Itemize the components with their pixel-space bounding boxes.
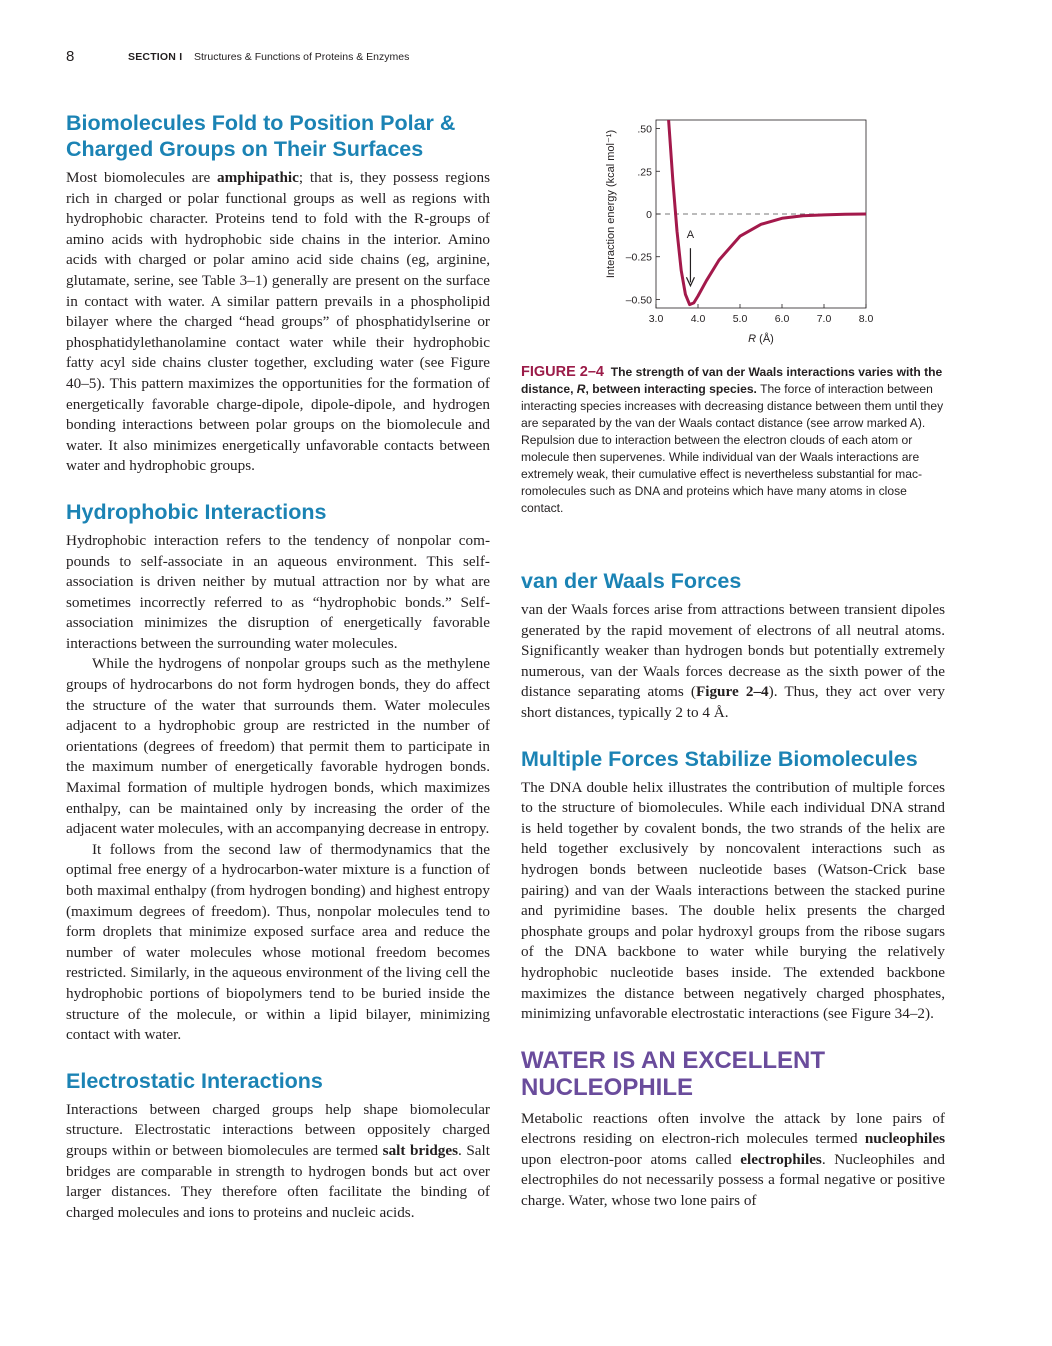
x-tick-label: 5.0: [732, 313, 748, 325]
y-tick-label: .50: [637, 123, 652, 136]
ref-figure-2-4: Figure 2–4: [695, 683, 769, 701]
paragraph-amphipathic: Most biomolecules are amphipathic; that is, they possess regions rich in charged or polar functional groups as well as regions with hydrophobic character. Proteins tend to fold with the R-groups of amino acids with hydrophobic side chains in the interior. Amino acids with charged or polar amino acid side chains (eg, arginine, glutamate, serine, see Table 3–1) generally are present on the surface in contact with water. A similar pattern prevails in a phospholipid bilayer where the charged “head groups” of phosphatidylserine or phosphatidylethanolamine contact water while their hydrophobic fatty acyl side chains cluster together, excluding water (see Figure 40–5). This pattern maximizes the opportunities for the formation of energetically favorable charge-dipole, dipole-dipole, and hydrogen bonding interactions between polar groups on the biomolecule and water. It also minimizes energetically unfavorable contacts between water and hydrophobic groups.: [66, 169, 490, 475]
x-tick-label: 4.0: [690, 313, 706, 325]
section-label: SECTION I: [128, 51, 183, 63]
heading-electrostatic: Electrostatic Interactions: [66, 1068, 323, 1093]
heading-biomolecules-fold: Biomolecules Fold to Position Polar & Charged Groups on Their Surfaces: [66, 111, 456, 161]
x-axis-label: R (Å): [748, 333, 774, 345]
caption-title: The strength of van der Waals interactions varies with the distance, R, between interacting species.: [521, 365, 943, 396]
paragraph-nucleophile: Metabolic reactions often involve the attack by lone pairs of electrons residing on electron-rich molecules termed nucleophiles upon electron-poor atoms called electrophiles. Nucleophiles and electrophiles do not necessarily possess a formal negative or positive charge. Water, whose two lone pairs of: [521, 1109, 945, 1210]
figure-caption: [521, 364, 945, 517]
heading-multiple-forces: Multiple Forces Stabilize Biomolecules: [521, 746, 918, 771]
energy-curve: [669, 120, 866, 305]
paragraph-hydrophobic-1: Hydrophobic interaction refers to the tendency of nonpolar compounds to self-associate in an aqueous environment. This self-association is driven neither by mutual attraction nor by what are sometimes incorrectly referred to as “hydrophobic bonds.” Self-association minimizes the disruption of energetically favorable interactions between the surrounding water molecules.: [66, 531, 490, 652]
y-tick-label: –0.25: [625, 251, 652, 264]
x-tick-label: 8.0: [858, 313, 874, 325]
heading-hydrophobic: Hydrophobic Interactions: [66, 499, 327, 524]
term-salt-bridges: salt bridges: [382, 1141, 459, 1159]
y-tick-label: –0.50: [625, 294, 652, 307]
x-tick-label: 7.0: [816, 313, 832, 325]
paragraph-hydrophobic-3: It follows from the second law of thermodynamics that the optimal free energy of a hydrocarbon-water mixture is a function of both maximal enthalpy (from hydrogen bonding) and highest entropy (maximum degrees of freedom). Thus, nonpolar molecules tend to form droplets that minimize exposed surface area and reduce the number of water molecules whose motional freedom becomes restricted. Similarly, in the aqueous environment of the living cell the hydrophobic portions of biopolymers tend to be buried inside the structure of the molecule, or within a lipid bilayer, minimizing contact with water.: [66, 840, 490, 1044]
y-tick-label: 0: [646, 209, 652, 221]
arrow-label-a: A: [686, 228, 695, 241]
paragraph-electrostatic: Interactions between charged groups help shape biomolecular structure. Electrostatic interactions between oppositely charged groups within or between biomolecules are termed salt bridges. Salt bridges are comparable in strength to hydrogen bonds but act over larger distances. They therefore often facilitate the binding of charged molecules and ions to proteins and nucleic acids.: [66, 1100, 490, 1221]
term-electrophiles: electrophiles: [740, 1150, 822, 1168]
term-amphipathic: amphipathic: [217, 169, 299, 186]
x-tick-label: 3.0: [648, 313, 664, 325]
y-tick-label: .25: [637, 166, 652, 179]
paragraph-multiple-forces: The DNA double helix illustrates the contribution of multiple forces to the structure of biomolecules. While each individual DNA strand is held together by covalent bonds, the two strands of the helix are held together exclusively by noncovalent interactions such as hydrogen bonds between nucleotide bases (Watson-Crick base pairing) and van der Waals interactions between the stacked purine and pyrimidine bases. The double helix presents the charged phosphate groups and polar hydroxyl groups from the ribose sugars of the DNA backbone to water while burying the relatively hydrophobic nucleotide bases inside. The extended backbone maximizes the distance between negatively charged phosphates, minimizing unfavorable electrostatic interactions (see Figure 34–2).: [521, 778, 945, 1023]
section-title: Structures & Functions of Proteins & Enzymes: [194, 51, 410, 63]
left-column: [66, 110, 490, 1223]
paragraph-van-der-waals: van der Waals forces arise from attractions between transient dipoles generated by the rapid movement of electrons of all neutral atoms. Significantly weaker than hydrogen bonds but potentially extremely numerous, van der Waals forces decrease as the sixth power of the distance separating atoms (Figure 2–4). Thus, they act over very short distances, typically 2 to 4 Å.: [521, 601, 945, 721]
caption-text: The force of interaction between interacting species increases with decreasing distance between them until they are separated by the van der Waals contact distance (see arrow marked A). Repulsion due to interaction between the electron clouds of each atom or molecule then supervenes. While individual van der Waals interactions are extremely weak, their cumulative effect is nevertheless substantial for macromolecules such as DNA and proteins which have many atoms in close contact.: [521, 382, 944, 515]
heading-van-der-waals: van der Waals Forces: [521, 569, 742, 593]
x-tick-label: 6.0: [774, 313, 790, 325]
term-nucleophiles: nucleophiles: [864, 1130, 945, 1148]
page-number: 8: [66, 48, 75, 65]
figure-label: FIGURE 2–4: [521, 364, 604, 380]
right-column: [521, 568, 945, 1212]
heading-water-nucleophile: WATER IS AN EXCELLENT NUCLEOPHILE: [521, 1046, 826, 1101]
y-axis-label: Interaction energy (kcal mol⁻¹): [605, 129, 617, 279]
figure-2-4-chart: [590, 112, 880, 352]
paragraph-hydrophobic-2: While the hydrogens of nonpolar groups such as the methylene groups of hydrocarbons do not form hydrogen bonds, they do affect the structure of the water that surrounds them. Water molecules adjacent to a hydrophobic group are restricted in the number of orientations (degrees of freedom) that permit them to participate in the maximum number of energetically favorable hydrogen bonds. Maximal formation of multiple hydrogen bonds, which maximizes enthalpy, can be maintained only by increasing the order of the adjacent water molecules, with an accompanying decrease in entropy.: [66, 655, 490, 838]
vdw-energy-plot: [590, 112, 880, 352]
